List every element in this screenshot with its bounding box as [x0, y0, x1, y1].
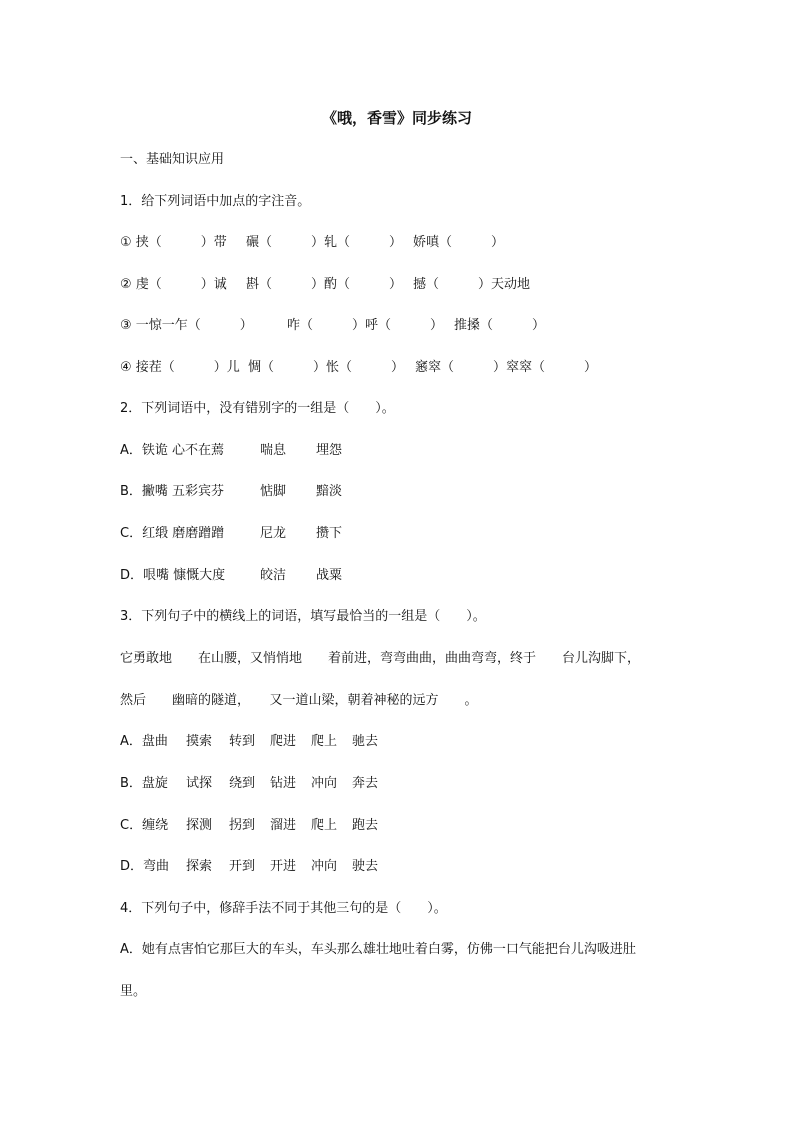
- q1-item: 斟（ ）酌（ ）: [246, 277, 403, 292]
- option-text: 开到: [229, 859, 256, 874]
- option-text: 探索: [186, 859, 213, 874]
- option-text: 尼龙: [260, 526, 287, 541]
- option-text: 探测: [186, 818, 213, 833]
- option-text: B．撇嘴 五彩宾芬: [120, 484, 225, 499]
- option-text: 爬上: [311, 734, 338, 749]
- option-text: 战粟: [316, 568, 343, 583]
- q1-row-1: [120, 232, 504, 254]
- option-text: 冲向: [311, 859, 338, 874]
- q1-item: 咋（ ）呼（ ）: [287, 318, 444, 333]
- option-text: 转到: [229, 734, 256, 749]
- option-text: A．铁诡 心不在蔫: [120, 443, 225, 458]
- option-text: 钻进: [270, 776, 297, 791]
- option-text: 溜进: [270, 818, 297, 833]
- option-text: B．盘旋: [120, 776, 168, 791]
- section-heading: 一、基础知识应用: [120, 152, 225, 167]
- q1-item: ① 挟（ ）带: [120, 235, 227, 250]
- option-text: 拐到: [229, 818, 256, 833]
- q3-passage-line: 然后 幽暗的隧道， 又一道山梁，朝着神秘的远方 。: [120, 693, 478, 708]
- option-text: 埋怨: [316, 443, 343, 458]
- q1-item: ③ 一惊一乍（ ）: [120, 318, 253, 333]
- option-text: 绕到: [229, 776, 256, 791]
- q1-item: 推搡（ ）: [454, 318, 546, 333]
- option-text: 攒下: [316, 526, 343, 541]
- option-text: 跑去: [352, 818, 379, 833]
- question-4-stem: 4．下列句子中，修辞手法不同于其他三句的是（ ）。: [120, 901, 447, 916]
- option-text: C．缠绕: [120, 818, 169, 833]
- option-text: 皎洁: [260, 568, 287, 583]
- q1-row-2: [120, 274, 530, 296]
- q1-row-4: [120, 357, 597, 379]
- q4-option-a-cont: 里。: [120, 984, 147, 999]
- option-text: 喘息: [260, 443, 287, 458]
- question-1-stem: 1．给下列词语中加点的字注音。: [120, 194, 311, 209]
- option-text: A．盘曲: [120, 734, 168, 749]
- option-text: 试探: [186, 776, 213, 791]
- q1-row-3: [120, 315, 545, 337]
- q3-option-a: [120, 731, 378, 753]
- q2-option-a: [120, 440, 342, 462]
- option-text: 开进: [270, 859, 297, 874]
- option-text: 奔去: [352, 776, 379, 791]
- option-text: 摸索: [186, 734, 213, 749]
- option-text: 驰去: [352, 734, 379, 749]
- q1-item: ② 虔（ ）诚: [120, 277, 227, 292]
- q2-option-c: [120, 523, 342, 545]
- page-title: 《哦，香雪》同步练习: [321, 109, 472, 127]
- q3-option-c: [120, 815, 378, 837]
- option-text: D．弯曲: [120, 859, 170, 874]
- option-text: 黯淡: [316, 484, 343, 499]
- q3-passage-line: 它勇敢地 在山腰，又悄悄地 着前进，弯弯曲曲，曲曲弯弯，终于 台儿沟脚下，: [120, 651, 641, 666]
- q1-item: 窸窣（ ）窣窣（ ）: [415, 360, 598, 375]
- q1-item: ④ 接茬（ ）儿: [120, 360, 240, 375]
- option-text: 冲向: [311, 776, 338, 791]
- q1-item: 碾（ ）轧（ ）: [246, 235, 403, 250]
- option-text: 驶去: [352, 859, 379, 874]
- question-3-stem: 3．下列句子中的横线上的词语，填写最恰当的一组是（ ）。: [120, 609, 486, 624]
- q4-option-a: A．她有点害怕它那巨大的车头，车头那么雄壮地吐着白雾，仿佛一口气能把台儿沟吸进肚: [120, 942, 636, 957]
- option-text: 惦脚: [260, 484, 287, 499]
- q3-option-b: [120, 773, 378, 795]
- option-text: 爬进: [270, 734, 297, 749]
- option-text: 爬上: [311, 818, 338, 833]
- option-text: D．哏嘴 慷慨大度: [120, 568, 226, 583]
- q3-option-d: [120, 856, 378, 878]
- option-text: C．红缎 磨磨蹭蹭: [120, 526, 225, 541]
- question-2-stem: 2．下列词语中，没有错别字的一组是（ ）。: [120, 401, 395, 416]
- q2-option-d: [120, 565, 342, 587]
- q1-item: 惆（ ）怅（ ）: [248, 360, 405, 375]
- q1-item: 娇嗔（ ）: [413, 235, 505, 250]
- q1-item: 撼（ ）天动地: [413, 277, 531, 292]
- q2-option-b: [120, 481, 342, 503]
